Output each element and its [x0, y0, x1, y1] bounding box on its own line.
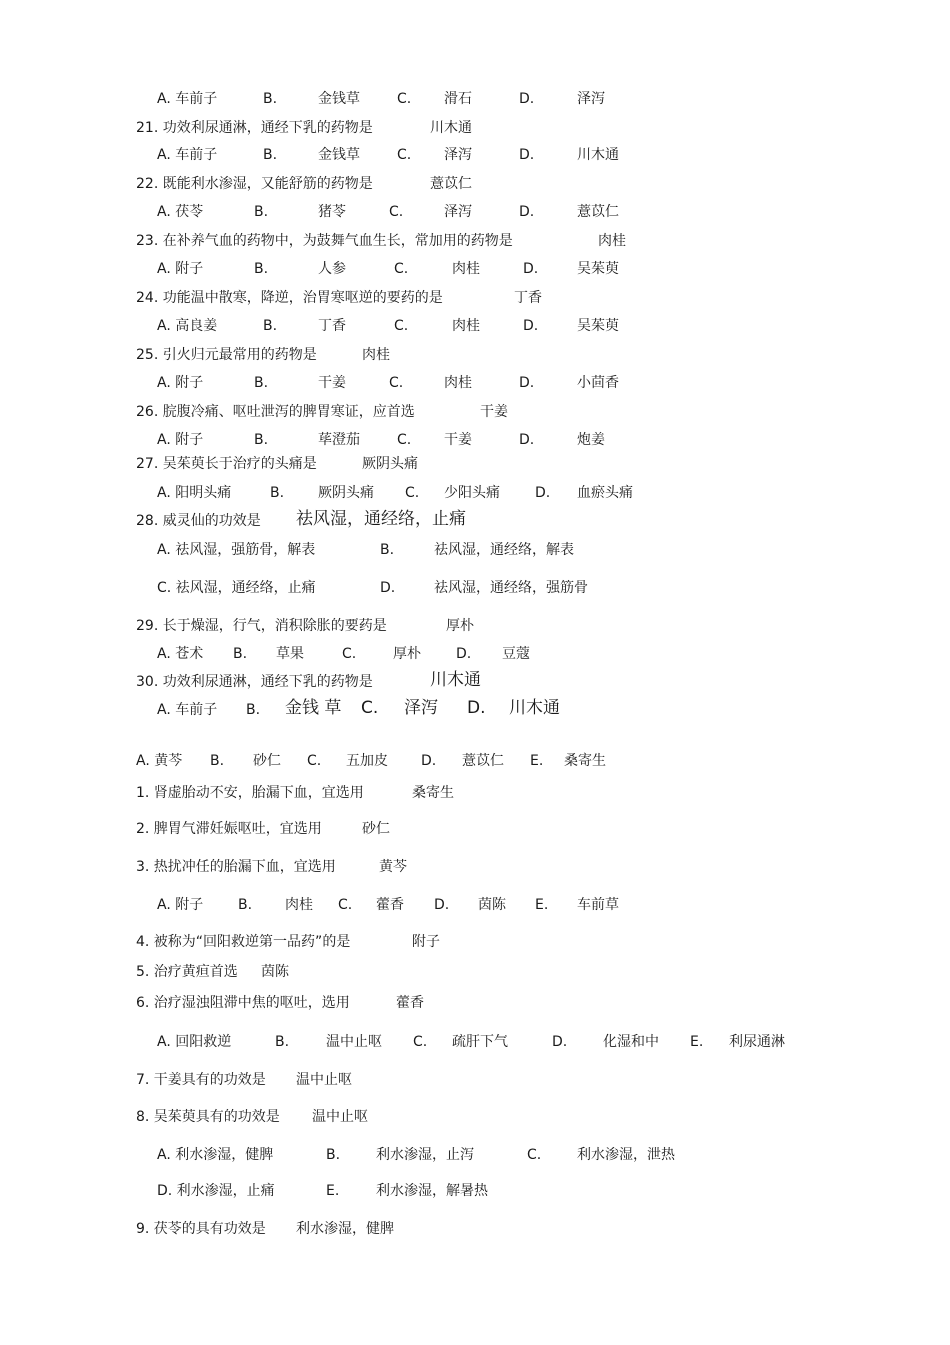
line-segment: E.: [326, 1183, 340, 1199]
line-segment: B.: [263, 91, 278, 107]
line-segment: D.: [519, 375, 535, 391]
line-segment: 薏苡仁: [430, 176, 472, 192]
line-text: 30. 功效利尿通淋，通经下乳的药物是: [136, 674, 373, 690]
line-text: 24. 功能温中散寒，降逆，治胃寒呕逆的要药的是: [136, 290, 443, 306]
line-segment: B.: [263, 147, 278, 163]
line-segment: D.: [421, 753, 437, 769]
line-text: 27. 吴茱萸长于治疗的头痛是: [136, 456, 317, 472]
line-segment: 厥阴头痛: [318, 485, 374, 501]
line-segment: 金钱 草: [285, 698, 342, 718]
line-segment: 薏苡仁: [577, 204, 619, 220]
line-segment: D.: [535, 485, 551, 501]
line-segment: 小茴香: [577, 375, 619, 391]
line-segment: 豆蔻: [502, 646, 530, 662]
line-segment: 桑寄生: [412, 785, 454, 801]
line-segment: 泽泻: [444, 147, 472, 163]
line-text: A. 苍术: [157, 646, 204, 662]
line-segment: 利水渗湿，解暑热: [376, 1183, 488, 1199]
line-segment: 肉桂: [598, 233, 626, 249]
line-segment: 干姜: [318, 375, 346, 391]
line-text: A. 阳明头痛: [157, 485, 232, 501]
line-segment: 丁香: [514, 290, 542, 306]
line-segment: 附子: [412, 934, 440, 950]
line-segment: 川木通: [430, 670, 481, 690]
line-segment: 泽泻: [577, 91, 605, 107]
line-segment: 车前草: [577, 897, 619, 913]
line-segment: C.: [527, 1147, 542, 1163]
line-text: 26. 脘腹冷痛、呕吐泄泻的脾胃寒证，应首选: [136, 404, 415, 420]
line-segment: 祛风湿，通经络，强筋骨: [434, 580, 588, 596]
line-segment: 肉桂: [285, 897, 313, 913]
line-segment: D.: [519, 147, 535, 163]
line-segment: 吴茱萸: [577, 261, 619, 277]
line-text: A. 附子: [157, 897, 204, 913]
line-text: A. 黄芩: [136, 753, 183, 769]
line-segment: C.: [405, 485, 420, 501]
line-segment: D.: [552, 1034, 568, 1050]
line-segment: C.: [389, 375, 404, 391]
line-segment: B.: [263, 318, 278, 334]
line-segment: 肉桂: [452, 261, 480, 277]
line-segment: E.: [530, 753, 544, 769]
line-segment: 厚朴: [393, 646, 421, 662]
line-text: 22. 既能利水渗湿，又能舒筋的药物是: [136, 176, 373, 192]
line-segment: 干姜: [444, 432, 472, 448]
line-segment: 祛风湿，通经络，止痛: [296, 509, 466, 529]
line-segment: 泽泻: [404, 698, 438, 718]
line-segment: 少阳头痛: [444, 485, 500, 501]
line-segment: 金钱草: [318, 147, 360, 163]
line-text: 4. 被称为“回阳救逆第一品药”的是: [136, 934, 351, 950]
line-segment: B.: [254, 375, 269, 391]
line-segment: D.: [456, 646, 472, 662]
line-segment: B.: [380, 542, 395, 558]
line-segment: 草果: [276, 646, 304, 662]
line-segment: 利水渗湿，泄热: [577, 1147, 675, 1163]
line-segment: 川木通: [509, 698, 560, 718]
line-segment: 温中止呕: [326, 1034, 382, 1050]
line-segment: D.: [434, 897, 450, 913]
line-segment: 川木通: [577, 147, 619, 163]
line-text: A. 茯苓: [157, 204, 204, 220]
line-segment: B.: [326, 1147, 341, 1163]
line-segment: D.: [519, 204, 535, 220]
line-segment: 猪苓: [318, 204, 346, 220]
line-segment: B.: [254, 432, 269, 448]
line-segment: 疏肝下气: [452, 1034, 508, 1050]
line-text: A. 附子: [157, 261, 204, 277]
line-text: A. 车前子: [157, 147, 218, 163]
line-text: A. 车前子: [157, 91, 218, 107]
line-segment: C.: [394, 318, 409, 334]
line-segment: 干姜: [480, 404, 508, 420]
line-segment: C.: [394, 261, 409, 277]
line-segment: D.: [380, 580, 396, 596]
line-segment: E.: [535, 897, 549, 913]
line-segment: B.: [254, 261, 269, 277]
line-segment: D.: [523, 318, 539, 334]
line-segment: C.: [397, 432, 412, 448]
line-segment: C.: [413, 1034, 428, 1050]
line-segment: 血瘀头痛: [577, 485, 633, 501]
line-segment: D.: [523, 261, 539, 277]
line-segment: 砂仁: [253, 753, 281, 769]
line-segment: 利尿通淋: [729, 1034, 785, 1050]
line-segment: 茵陈: [478, 897, 506, 913]
line-segment: E.: [690, 1034, 704, 1050]
line-text: A. 祛风湿，强筋骨，解表: [157, 542, 316, 558]
line-segment: C.: [397, 91, 412, 107]
line-segment: 化湿和中: [603, 1034, 659, 1050]
line-segment: 吴茱萸: [577, 318, 619, 334]
line-segment: 金钱草: [318, 91, 360, 107]
line-text: A. 高良姜: [157, 318, 218, 334]
line-segment: 温中止呕: [312, 1109, 368, 1125]
line-segment: 茵陈: [261, 964, 289, 980]
line-text: A. 附子: [157, 432, 204, 448]
line-segment: 肉桂: [444, 375, 472, 391]
line-segment: 砂仁: [362, 821, 390, 837]
line-segment: D.: [519, 91, 535, 107]
line-segment: D.: [519, 432, 535, 448]
line-segment: D.: [467, 698, 486, 718]
line-segment: 人参: [318, 261, 346, 277]
line-segment: B.: [275, 1034, 290, 1050]
line-text: 1. 肾虚胎动不安，胎漏下血，宜选用: [136, 785, 364, 801]
line-segment: 肉桂: [452, 318, 480, 334]
line-segment: 温中止呕: [296, 1072, 352, 1088]
line-segment: B.: [246, 702, 261, 718]
line-text: 28. 威灵仙的功效是: [136, 513, 261, 529]
line-text: A. 附子: [157, 375, 204, 391]
line-segment: 桑寄生: [564, 753, 606, 769]
line-segment: C.: [361, 698, 379, 718]
line-segment: C.: [397, 147, 412, 163]
line-text: A. 利水渗湿，健脾: [157, 1147, 274, 1163]
line-segment: 肉桂: [362, 347, 390, 363]
line-segment: 祛风湿，通经络，解表: [434, 542, 574, 558]
line-text: D. 利水渗湿，止痛: [157, 1183, 275, 1199]
line-segment: 厚朴: [446, 618, 474, 634]
line-segment: C.: [307, 753, 322, 769]
line-segment: 薏苡仁: [462, 753, 504, 769]
line-text: 7. 干姜具有的功效是: [136, 1072, 266, 1088]
line-segment: 滑石: [444, 91, 472, 107]
line-segment: 黄芩: [379, 859, 407, 875]
line-segment: B.: [270, 485, 285, 501]
line-segment: 五加皮: [346, 753, 388, 769]
line-segment: 川木通: [430, 120, 472, 136]
line-text: 9. 茯苓的具有功效是: [136, 1221, 266, 1237]
line-segment: C.: [389, 204, 404, 220]
line-segment: B.: [238, 897, 253, 913]
line-segment: 炮姜: [577, 432, 605, 448]
line-segment: 荜澄茄: [318, 432, 360, 448]
line-text: 3. 热扰冲任的胎漏下血，宜选用: [136, 859, 336, 875]
line-text: 23. 在补养气血的药物中，为鼓舞气血生长，常加用的药物是: [136, 233, 513, 249]
line-segment: B.: [254, 204, 269, 220]
line-segment: 厥阴头痛: [362, 456, 418, 472]
line-text: A. 回阳救逆: [157, 1034, 232, 1050]
line-segment: 利水渗湿，止泻: [376, 1147, 474, 1163]
line-text: 5. 治疗黄疸首选: [136, 964, 238, 980]
line-segment: C.: [342, 646, 357, 662]
line-text: 8. 吴茱萸具有的功效是: [136, 1109, 280, 1125]
line-segment: B.: [233, 646, 248, 662]
line-text: 2. 脾胃气滞妊娠呕吐，宜选用: [136, 821, 322, 837]
line-text: 25. 引火归元最常用的药物是: [136, 347, 317, 363]
line-segment: C.: [338, 897, 353, 913]
line-segment: B.: [210, 753, 225, 769]
line-segment: 丁香: [318, 318, 346, 334]
line-segment: 利水渗湿，健脾: [296, 1221, 394, 1237]
line-text: 6. 治疗湿浊阻滞中焦的呕吐，选用: [136, 995, 350, 1011]
line-segment: 藿香: [376, 897, 404, 913]
line-text: A. 车前子: [157, 702, 218, 718]
line-text: 21. 功效利尿通淋，通经下乳的药物是: [136, 120, 373, 136]
line-segment: 藿香: [396, 995, 424, 1011]
line-text: 29. 长于燥湿，行气，消积除胀的要药是: [136, 618, 387, 634]
line-segment: 泽泻: [444, 204, 472, 220]
line-text: C. 祛风湿，通经络，止痛: [157, 580, 316, 596]
